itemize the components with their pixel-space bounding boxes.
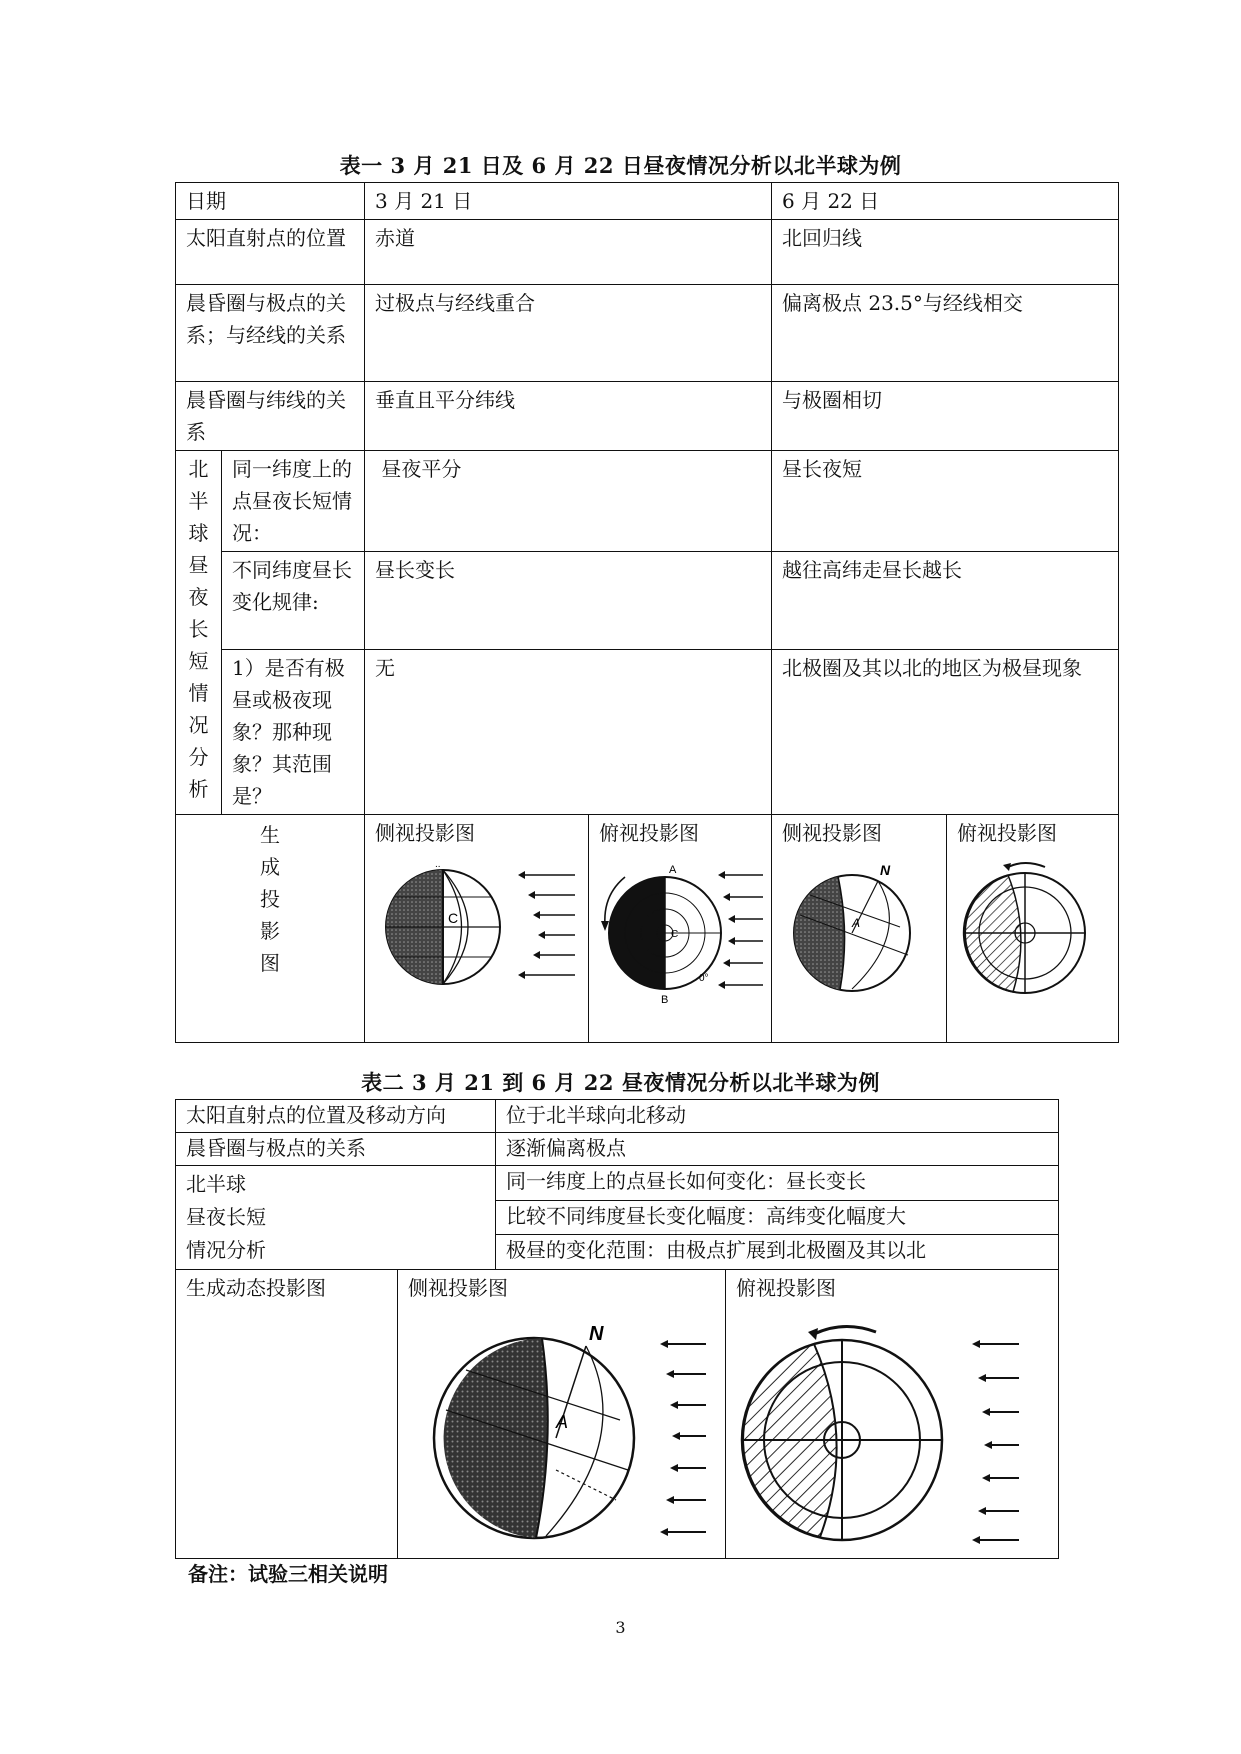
svg-text:0°: 0° xyxy=(699,973,709,984)
table1-header-mar21: 3 月 21 日 xyxy=(365,183,772,220)
table1-cell-mar: 过极点与经线重合 xyxy=(365,285,772,382)
table1-cell-jun: 北回归线 xyxy=(772,220,1119,285)
table1-sub-label: 不同纬度昼长变化规律: xyxy=(222,552,365,650)
svg-text:N: N xyxy=(880,862,891,878)
table1-cell-jun: 偏离极点 23.5°与经线相交 xyxy=(772,285,1119,382)
top-view-dynamic-diagram xyxy=(734,1308,1034,1548)
table1 xyxy=(175,182,1119,1043)
table1-cell-jun: 昼长夜短 xyxy=(772,451,1119,552)
page-number: 3 xyxy=(615,1618,626,1637)
table1-side-view-mar xyxy=(365,815,589,1043)
svg-text:A: A xyxy=(556,1412,569,1432)
table1-group-label: 北 半 球 昼 夜 长 短 情 况 分 析 xyxy=(176,451,222,815)
svg-text:C: C xyxy=(448,910,459,926)
svg-text:A: A xyxy=(852,916,861,930)
table2-row-label: 太阳直射点的位置及移动方向 xyxy=(176,1100,496,1133)
table2-cell-value: 逐渐偏离极点 xyxy=(496,1133,1059,1166)
side-view-dynamic-diagram xyxy=(406,1310,716,1550)
table1-cell-mar: 昼长变长 xyxy=(365,552,772,650)
table1-cell-mar: 无 xyxy=(365,650,772,815)
table2-proj-label: 生成动态投影图 xyxy=(176,1270,398,1559)
table1-cell-mar: 昼夜平分 xyxy=(365,451,772,552)
table1-sub-label: 1）是否有极昼或极夜现象？那种现象？其范围是？ xyxy=(222,650,365,815)
top-view-solstice-diagram xyxy=(953,853,1113,1003)
table1-top-view-mar xyxy=(589,815,772,1043)
figure-caption: 俯视投影图 xyxy=(599,821,699,845)
side-view-solstice-diagram xyxy=(780,855,940,1000)
table1-top-view-jun xyxy=(947,815,1119,1043)
table2-side-view xyxy=(398,1270,726,1559)
table2-group-value: 比较不同纬度昼长变化幅度：高纬变化幅度大 xyxy=(496,1200,1059,1235)
svg-text:N: N xyxy=(589,1323,604,1345)
table2-title: 表二 3 月 21 到 6 月 22 昼夜情况分析以北半球为例 xyxy=(361,1070,880,1095)
table1-cell-jun: 越往高纬走昼长越长 xyxy=(772,552,1119,650)
figure-caption: 侧视投影图 xyxy=(782,821,882,845)
table1-row-label: 太阳直射点的位置 xyxy=(176,220,365,285)
svg-text:C: C xyxy=(671,929,679,940)
svg-text:B: B xyxy=(661,994,669,1005)
table1-row-label: 晨昏圈与纬线的关系 xyxy=(176,382,365,451)
table1-side-view-jun xyxy=(772,815,947,1043)
table1-cell-jun: 北极圈及其以北的地区为极昼现象 xyxy=(772,650,1119,815)
table2 xyxy=(175,1099,1059,1559)
table1-cell-jun: 与极圈相切 xyxy=(772,382,1119,451)
side-view-equinox-diagram xyxy=(375,857,585,997)
table2-group-value: 同一纬度上的点昼长如何变化：昼长变长 xyxy=(496,1166,1059,1201)
svg-text:A: A xyxy=(669,864,677,876)
table2-cell-value: 位于北半球向北移动 xyxy=(496,1100,1059,1133)
table1-header-jun22: 6 月 22 日 xyxy=(772,183,1119,220)
table1-cell-mar: 垂直且平分纬线 xyxy=(365,382,772,451)
figure-caption: 俯视投影图 xyxy=(736,1276,836,1300)
table1-cell-mar: 赤道 xyxy=(365,220,772,285)
table1-row-label: 晨昏圈与极点的关系；与经线的关系 xyxy=(176,285,365,382)
svg-text:..: .. xyxy=(435,859,441,870)
table2-row-label: 晨昏圈与极点的关系 xyxy=(176,1133,496,1166)
figure-caption: 侧视投影图 xyxy=(408,1276,508,1300)
table2-group-value: 极昼的变化范围：由极点扩展到北极圈及其以北 xyxy=(496,1235,1059,1270)
table1-header-date: 日期 xyxy=(176,183,365,220)
top-view-equinox-diagram xyxy=(595,855,770,1005)
table2-top-view xyxy=(726,1270,1059,1559)
figure-caption: 俯视投影图 xyxy=(957,821,1057,845)
table1-proj-label: 生 成 投 影 图 xyxy=(176,815,365,1043)
note-text: 备注：试验三相关说明 xyxy=(188,1562,388,1586)
table1-sub-label: 同一纬度上的点昼夜长短情况： xyxy=(222,451,365,552)
table1-title: 表一 3 月 21 日及 6 月 22 日昼夜情况分析以北半球为例 xyxy=(339,153,902,178)
figure-caption: 侧视投影图 xyxy=(375,821,475,845)
table2-group-label: 北半球 昼夜长短 情况分析 xyxy=(176,1166,496,1270)
